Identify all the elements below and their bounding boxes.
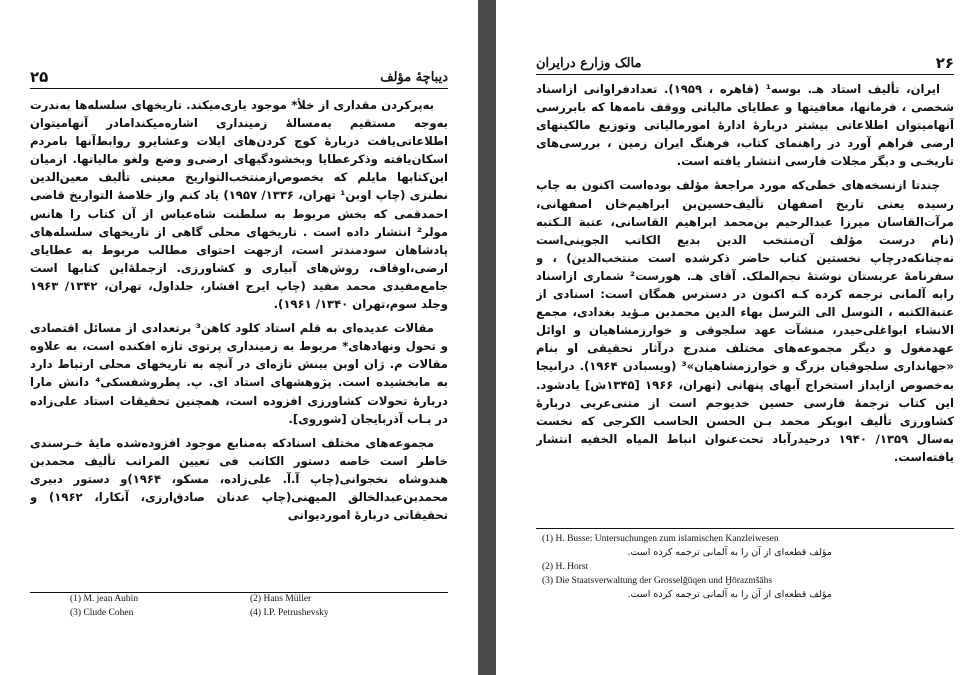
left-page-body [30, 96, 448, 592]
left-footnote-1: (1) M. jean Aubin [70, 594, 139, 604]
right-page [496, 0, 965, 675]
left-footnote-3: (3) Clude Cohen [70, 608, 134, 618]
right-footnote-rule [536, 528, 954, 529]
left-paragraph-2: مقالات عدیده‌ای به قلم استاد کلود کاهن³ برتعدادی از مسائل اقتصادی و تحول ونهادهای* مربوط به زمینداری پرتوی تازه افکنده است، به علاوه مقالات م. ژان اوبن بینش تازه‌ای در آنچه به تاریخهای محلی ارتباط دارد به مابخشیده است. پژوهشهای استاد ای. پ. پطروشفسکی⁴ دانش مارا دربارهٔ تحولات کشاورزی افزوده است، همچنین تحقیقات استاد علی‌زاده در بـاب آذربایجان [شوروی]. [30, 321, 448, 426]
left-footnote-4: (4) I.P. Petrushevsky [250, 608, 329, 618]
left-footnote-2: (2) Hans Müller [250, 594, 312, 604]
left-paragraph-3: مجموعه‌های مختلف اسنادکه به‌منابع موجود افزوده‌شده مایهٔ خـرسندی خاطر است خاصه دستور الکاتب فی تعیین المراتب تألیف محمدبن هندوشاه نخجوانی(چاپ آ.آ. علی‌زاده، مسکو، ۱۹۶۴)و دستور دبیری محمدبن‌عبدالخالق المیهنی(چاپ عدنان صادق‌ارزی، آنکارا، ۱۹۶۲) و تحقیقاتی دربارهٔ اموردیوانی [30, 435, 448, 523]
left-footnote-rule [30, 592, 448, 593]
left-page-number: ۲۵ [30, 68, 49, 86]
left-paragraph-1: به‌پرکردن مقداری از خلأ* موجود یاری‌میکند. تاریخهای سلسله‌ها به‌ندرت به‌وجه مستقیم به‌مسالهٔ زمینداری اشاره‌میکند‌امادر آنهامیتوان اطلاعاتی‌یافت دربارهٔ کوچ کردن‌های ایلات وعشایرو روابط‌آنها بامردم اسکان‌یافته وذکرعطایا وبخشودگیهای ارضی‌و وضع ولغو مالیاتها. ازمیان این‌کتابها مایلم که بخصوص‌ازمنتخب‌التواریخ معینی تألیف معین‌الدین نطنزی (چاپ اوبن¹ تهران، ۱۳۳۶/ ۱۹۵۷) یاد کنم واز خلاصهٔ التواریخ قاضی احمدقمی که بخش مربوط به سلطنت شاه‌عباس از آن کتاب را هانس مولر² انتشار داده است . تاریخهای محلی گاهی از تاریخهای سلسله‌های پادشاهان سودمندتر است، ازجهت احتوای مطالب مربوط به عطایای ارضی،اوقاف، روش‌های آبیاری و کشاورزی. ازجملهٔ‌این کتابها است جامع‌مفیدی محمد مفید (چاپ ایرج افشار، جلداول، تهران، ۱۳۴۲/ ۱۹۶۳ وجلد سوم،تهران ۱۳۴۰/ ۱۹۶۱). [30, 98, 448, 312]
left-page-title: دیباچۀ مؤلف [380, 69, 448, 85]
right-footnote-2: (2) H. Horst [542, 562, 589, 572]
book-gutter [478, 0, 496, 675]
left-page-header [30, 66, 448, 89]
right-footnote-3-note: مؤلف قطعه‌ای از آن را به آلمانی ترجمه کرده است. [627, 589, 832, 600]
right-footnote-3: (3) Die Staatsverwaltung der Grosselǧūqen und Ḫōrazmšāhs [542, 576, 773, 586]
right-page-number: ۲۶ [935, 54, 954, 72]
right-page-header [536, 52, 954, 75]
right-page-body [536, 80, 954, 520]
left-footnotes [70, 594, 430, 618]
right-page-title: مالک وزارع درایران [536, 55, 642, 71]
right-footnote-1: (1) H. Busse: Untersuchungen zum islamischen Kanzleiwesen [542, 534, 779, 544]
right-paragraph-2: چندتا ازنسخه‌های خطی‌که مورد مراجعهٔ مؤلف بوده‌است اکنون به چاپ رسیده یعنی تاریخ اصفهان تألیف‌حسین‌بن ابراهیم‌خان اصفهانی، مرآت‌القاسان میرزا عبدالرحیم بن‌محمد ابراهیم القاسانی، عتبة الـکتبه (نام درست مؤلف آن‌منتخب الدین بدیع الکاتب الجوینی‌است نه‌چنانکه‌درچاپ نخستین کتاب حاضر ذکرشده است منتخب‌الدین) ، و سفرنامهٔ عربستان نوشتهٔ نجم‌الملک. آقای هـ. هورست² شماری ازاسناد رابه آلمانی ترجمه کرده کـه اکنون در دسترس همگان است: اسنادی از عتبة‌الکتبه ، التوسل الی الترسل بهاء الدین محمدبن مـؤید بغدادی، مجمع الانشاء ابواغلی‌حیدر، منشآت عهد سلجوقی و خوارزمشاهیان و اوائل عهدمغول و دیگر مجموعه‌های مختلف مندرج درآثار تحقیقی او بنام «جهانداری سلجوقیان بزرگ و خوارزمشاهیان»³ (ویسبادن ۱۹۶۴). درانیجا به‌خصوص ازایداز استخراج آبهای پنهانی (تهران، ۱۹۶۶ [۱۳۴۵ش] یادشود. این کتاب ترجمهٔ فارسی حسین خدیوجم است از متنی‌عربی دربارهٔ کشاورزی تألیف ابوبکر محمد بـن الحسن الحاسب الکرجی که نخست به‌سال ۱۳۵۹/ ۱۹۴۰ درحیدرآباد تحت‌عنوان انباط المیاه الخفیه انتشار یافته‌است. [536, 178, 954, 464]
right-paragraph-1: ایران، تألیف استاد هـ. بوسه¹ (قاهره ، ۱۹۵۹). تعدادفراوانی ازاسناد شخصی ، فرمانها، معافیتها و عطایای مالیاتی ووقف نامه‌ها که بابررسی آنهامیتوان اطلاعاتی بیشتر دربارهٔ ادارهٔ امورمالیاتی وتوزیع مالکیتهای ارضی فراهم آورد در راهنمای کتاب، فرهنگ ایران زمین ، بررسی‌های تاریخـی و دیگر مجلات فارسی انتشار یافته است. [536, 82, 954, 169]
right-footnote-1-note: مؤلف قطعه‌ای از آن را به آلمانی ترجمه کرده است. [627, 547, 832, 558]
right-footnotes [542, 532, 952, 602]
left-page [0, 0, 478, 675]
